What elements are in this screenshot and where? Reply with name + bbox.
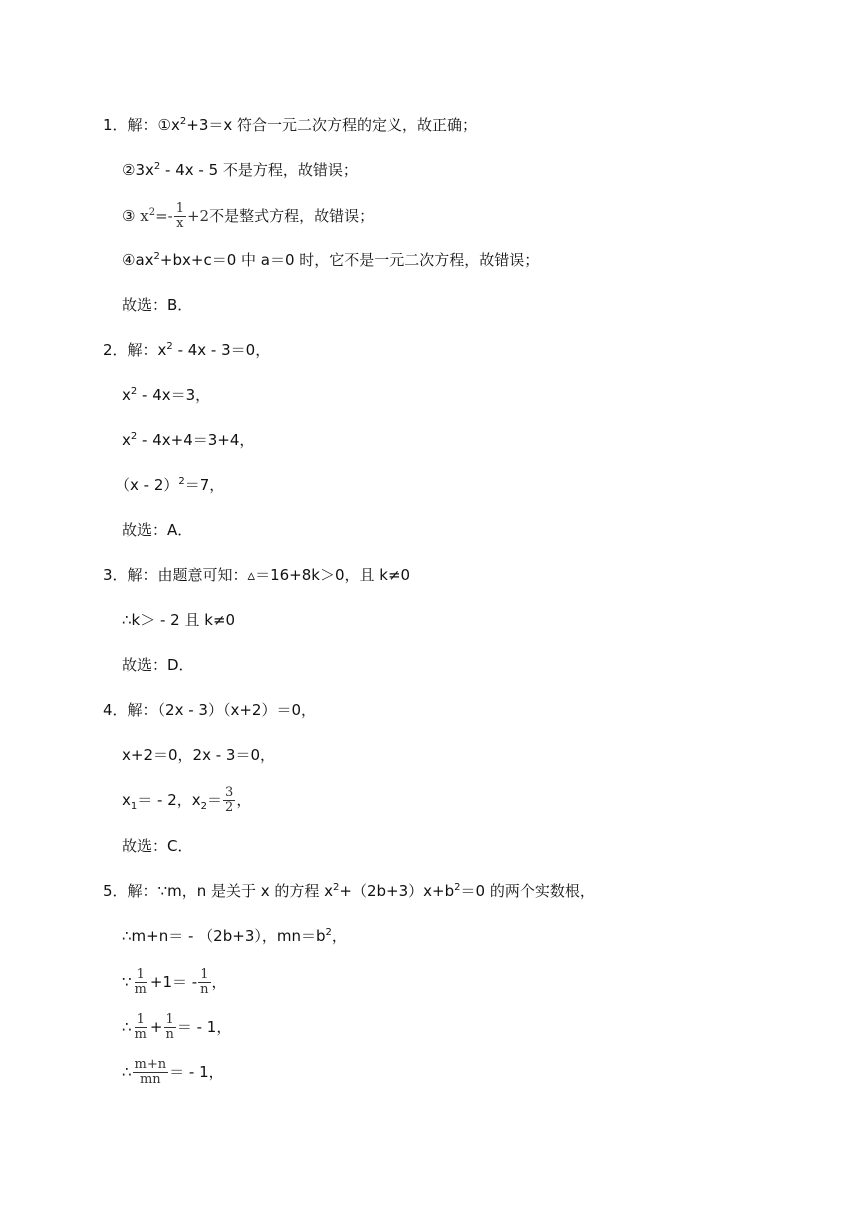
superscript: 2 — [325, 927, 332, 938]
p4-line3 — [122, 784, 251, 816]
p4-answer: 故选：C． — [122, 837, 193, 855]
denominator: n — [200, 982, 209, 997]
p3-line1: 3．解：由题意可知：▵＝16+8k＞0，且 k≠0 — [103, 566, 411, 584]
p1-line2 — [122, 160, 358, 180]
text: 1．解：①x — [103, 116, 180, 134]
superscript: 2 — [166, 341, 173, 352]
text: +3＝x 符合一元二次方程的定义，故正确； — [186, 116, 478, 134]
p5-line1 — [103, 881, 595, 901]
superscript: 2 — [333, 882, 340, 893]
p2-line1 — [103, 340, 270, 360]
text: ＝ — [207, 791, 223, 809]
text: ， — [236, 791, 252, 809]
text: ＝0 的两个实数根， — [460, 882, 595, 900]
p1-line3 — [122, 200, 374, 232]
superscript: 2 — [130, 431, 138, 442]
text: ∴ — [122, 1018, 132, 1036]
superscript: 2 — [178, 476, 185, 487]
text: ， — [331, 927, 347, 945]
text: + — [149, 1018, 163, 1036]
p2-line4 — [115, 475, 224, 495]
text: ， — [211, 973, 227, 991]
text: ②3x — [122, 161, 154, 179]
superscript: 2 — [454, 882, 461, 893]
text: - 4x+4＝3+4， — [137, 431, 255, 449]
text: ∴ — [122, 1063, 132, 1081]
numerator: m+n — [134, 1057, 167, 1072]
text: ＝ - 2，x — [137, 791, 201, 809]
p5-line2 — [122, 926, 347, 946]
superscript: 2 — [130, 386, 138, 397]
text: 不是整式方程，故错误； — [209, 207, 375, 225]
formula-x: x — [140, 207, 149, 225]
superscript: 2 — [153, 251, 160, 262]
text: ＝ - 1， — [169, 1063, 224, 1081]
denominator: m — [134, 982, 147, 997]
denominator: x — [176, 216, 184, 231]
p3-answer: 故选：D． — [122, 656, 194, 674]
p2-line3 — [122, 430, 254, 450]
superscript: 2 — [179, 116, 187, 127]
subscript: 2 — [200, 801, 208, 812]
text: - 4x - 3＝0， — [172, 341, 271, 359]
fraction — [223, 786, 235, 815]
numerator: 1 — [136, 1012, 145, 1027]
fraction — [133, 968, 149, 997]
fraction — [133, 1058, 169, 1087]
text: x — [122, 386, 131, 404]
denominator: n — [165, 1027, 174, 1042]
p5-line3 — [122, 966, 227, 998]
numerator: 3 — [225, 785, 234, 800]
numerator: 1 — [165, 1012, 174, 1027]
text: 5．解：∵m，n 是关于 x 的方程 x — [103, 882, 334, 900]
text: ③ — [122, 207, 141, 225]
formula-plus: +2 — [186, 207, 210, 225]
superscript: 2 — [153, 161, 161, 172]
fraction — [133, 1013, 149, 1042]
denominator: mn — [139, 1072, 161, 1087]
text: ④ax — [122, 251, 154, 269]
fraction — [163, 1013, 175, 1042]
fraction — [174, 202, 186, 231]
p3-line2: ∴k＞ - 2 且 k≠0 — [122, 611, 236, 629]
numerator: 1 — [136, 967, 145, 982]
numerator: 1 — [175, 201, 184, 216]
formula-eq: =- — [155, 207, 173, 225]
text: +1＝ - — [149, 973, 198, 991]
text: ∴m+n＝ - （2b+3），mn＝b — [122, 927, 326, 945]
p1-line4 — [122, 250, 539, 270]
superscript: 2 — [148, 207, 156, 218]
p5-line5 — [122, 1056, 224, 1088]
text: ＝ - 1， — [176, 1018, 232, 1036]
text: x — [122, 791, 131, 809]
text: （x - 2） — [115, 476, 179, 494]
denominator: m — [134, 1027, 147, 1042]
numerator: 1 — [200, 967, 209, 982]
subscript: 1 — [130, 801, 138, 812]
text: 2．解：x — [103, 341, 167, 359]
text: x — [122, 431, 131, 449]
p2-line2 — [122, 385, 210, 405]
p2-answer: 故选：A． — [122, 521, 193, 539]
p1-line1 — [103, 115, 477, 135]
p1-answer: 故选：B． — [122, 296, 193, 314]
text: +bx+c＝0 中 a＝0 时，它不是一元二次方程，故错误； — [159, 251, 540, 269]
fraction — [198, 968, 210, 997]
denominator: 2 — [225, 800, 234, 815]
text: +（2b+3）x+b — [339, 882, 455, 900]
text: - 4x＝3， — [137, 386, 211, 404]
p4-line1: 4．解：（2x - 3）（x+2）＝0， — [103, 701, 316, 719]
p5-line4 — [122, 1011, 231, 1043]
text: ∵ — [122, 973, 132, 991]
p4-line2: x+2＝0，2x - 3＝0， — [122, 746, 275, 764]
text: ＝7， — [184, 476, 225, 494]
text: - 4x - 5 不是方程，故错误； — [160, 161, 358, 179]
